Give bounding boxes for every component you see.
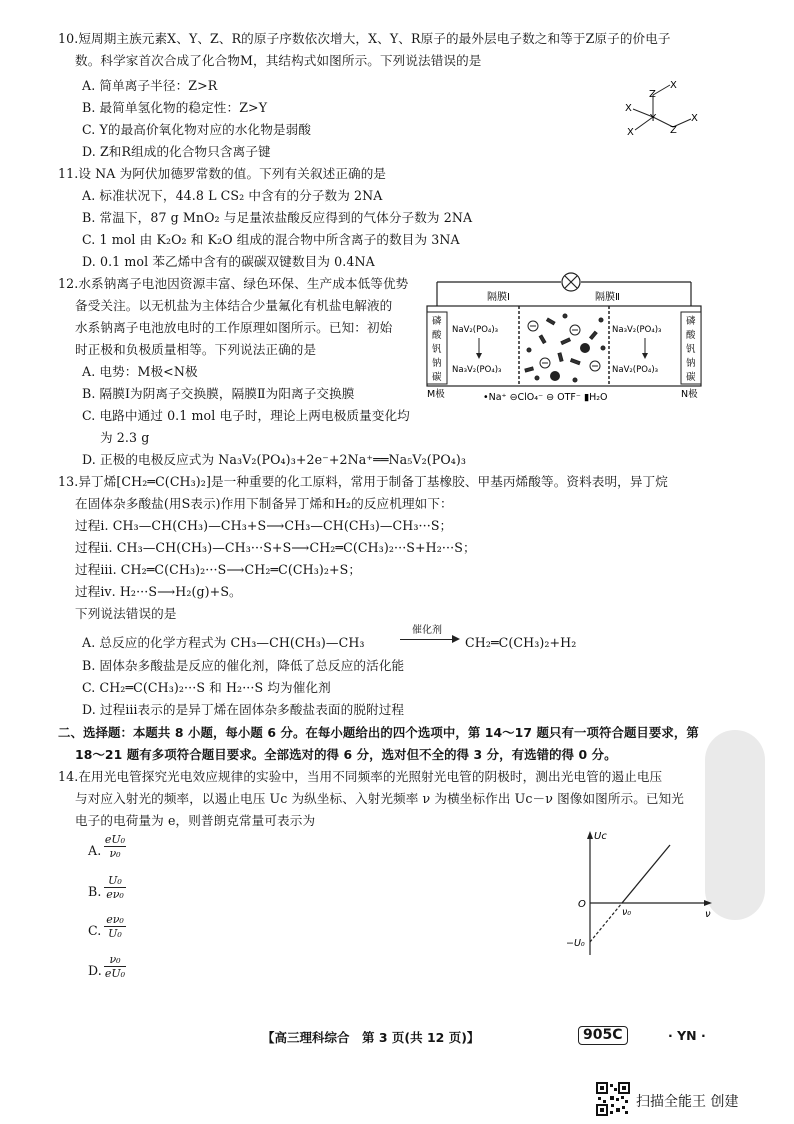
q11-option-d: D. 0.1 mol 苯乙烯中含有的碳碳双键数目为 0.4NA: [82, 254, 375, 269]
membrane-1-label: 隔膜Ⅰ: [487, 292, 510, 303]
q14-uc-nu-graph: [560, 825, 720, 965]
n-electrode-label: N极: [681, 389, 698, 400]
q13-catalyst-arrow: [400, 625, 462, 651]
q12-stem-line1: 12.水系钠离子电池因资源丰富、绿色环保、生产成本低等优势: [58, 276, 409, 291]
struct-z2: Z: [670, 125, 677, 136]
q14-option-a-label: A.: [88, 843, 102, 858]
left-electrode-char-1: 磷: [432, 316, 442, 327]
right-electrode-char-2: 酸: [686, 330, 696, 341]
right-bottom-formula: NaV₂(PO₄)₃: [612, 365, 659, 375]
q14-option-c-denominator: U₀: [108, 927, 122, 940]
q14-option-d-denominator: eU₀: [104, 967, 126, 980]
q10-option-d: D. Z和R组成的化合物只含离子键: [82, 144, 271, 159]
q13-process-1: 过程ⅰ. CH₃—CH(CH₃)—CH₃+S⟶CH₃—CH(CH₃)—CH₃···S；: [75, 518, 453, 533]
q14-option-d-numerator: ν₀: [104, 953, 126, 967]
battery-diagram: [425, 268, 703, 408]
q12-option-d: D. 正极的电极反应式为 Na₃V₂(PO₄)₃+2e⁻+2Na⁺══Na₅V₂(PO₄)₃: [82, 452, 467, 467]
q10-stem-line2: 数。科学家首次合成了化合物M，其结构式如图所示。下列说法错误的是: [75, 53, 482, 68]
scanner-watermark: 扫描全能王 创建: [636, 1094, 739, 1110]
q14-option-d-label: D.: [88, 963, 102, 978]
q14-stem-line2: 与对应入射光的频率，以遏止电压 Uc 为纵坐标、入射光频率 ν 为横坐标作出 Uc－ν 图像如图所示。已知光: [75, 791, 685, 806]
left-electrode-char-4: 钠: [432, 358, 442, 369]
q10-option-a: A. 简单离子半径：Z>R: [82, 78, 218, 93]
uc-line-solid: [622, 845, 670, 903]
right-electrode-char-1: 磷: [686, 316, 696, 327]
q12-option-c-line1: C. 电路中通过 0.1 mol 电子时，理论上两电极质量变化均: [82, 408, 410, 423]
page-footer-subject: 【高三理科综合 第 3 页(共 12 页)】: [262, 1030, 480, 1045]
membrane-2-label: 隔膜Ⅱ: [595, 292, 620, 303]
struct-x3: X: [627, 127, 634, 138]
right-electrode-char-4: 钠: [686, 358, 696, 369]
struct-z1: Z: [649, 89, 656, 100]
q13-option-a-product: CH₂═C(CH₃)₂+H₂: [465, 635, 577, 650]
q12-option-a: A. 电势：M极<N极: [82, 364, 198, 379]
q14-stem-line3: 电子的电荷量为 e，则普朗克常量可表示为: [75, 813, 316, 828]
graph-y-intercept-label: −U₀: [566, 938, 585, 949]
q13-option-d: D. 过程ⅲ表示的是异丁烯在固体杂多酸盐表面的脱附过程: [82, 702, 405, 717]
right-electrode-char-5: 碳: [686, 372, 696, 383]
q14-option-b-numerator: U₀: [104, 874, 126, 888]
q14-option-a-denominator: ν₀: [109, 847, 121, 860]
q11-option-a: A. 标准状况下，44.8 L CS₂ 中含有的分子数为 2NA: [82, 188, 383, 203]
q14-option-a-numerator: eU₀: [104, 833, 126, 846]
q14-option-c-fraction: [104, 913, 126, 940]
left-top-formula: NaV₂(PO₄)₃: [452, 325, 499, 335]
q13-process-4: 过程ⅳ. H₂···S⟶H₂(g)+S。: [75, 584, 242, 599]
q13-option-a: A. 总反应的化学方程式为 CH₃—CH(CH₃)—CH₃: [82, 635, 365, 650]
diagram-legend: •Na⁺ ⊖ClO₄⁻ ⊖ OTF⁻ ▮H₂O: [483, 392, 608, 403]
struct-x2: X: [625, 103, 632, 114]
q13-question: 下列说法错误的是: [75, 606, 177, 621]
q13-process-2: 过程ⅱ. CH₃—CH(CH₃)—CH₃···S+S⟶CH₂═C(CH₃)₂···S+H₂···S；: [75, 540, 476, 555]
q14-option-d-fraction: [104, 953, 126, 980]
q14-option-b-denominator: eν₀: [106, 888, 124, 901]
struct-y: Y: [650, 113, 657, 124]
q13-option-c: C. CH₂═C(CH₃)₂···S 和 H₂···S 均为催化剂: [82, 680, 331, 695]
q10-stem-line1: 10.短周期主族元素X、Y、Z、R的原子序数依次增大，X、Y、R原子的最外层电子数之和等于Z原子的价电子: [58, 31, 671, 46]
m-electrode-label: M极: [427, 389, 445, 400]
q14-stem-line1: 14.在用光电管探究光电效应规律的实验中，当用不同频率的光照射光电管的阴极时，测出光电管的遏止电压: [58, 769, 663, 784]
graph-x-intercept-label: ν₀: [622, 907, 632, 918]
struct-x4: X: [691, 113, 698, 124]
q14-option-c-numerator: eν₀: [104, 913, 126, 927]
q13-option-b: B. 固体杂多酸盐是反应的催化剂，降低了总反应的活化能: [82, 658, 405, 673]
left-electrode-char-5: 碳: [432, 372, 442, 383]
q11-option-c: C. 1 mol 由 K₂O₂ 和 K₂O 组成的混合物中所含离子的数目为 3NA: [82, 232, 460, 247]
q14-option-b-fraction: [104, 874, 126, 901]
q13-process-3: 过程ⅲ. CH₂═C(CH₃)₂···S⟶CH₂═C(CH₃)₂+S；: [75, 562, 362, 577]
left-bottom-formula: Na₃V₂(PO₄)₃: [452, 365, 502, 375]
q10-option-b: B. 最简单氢化物的稳定性：Z>Y: [82, 100, 268, 115]
q12-stem-line3: 水系钠离子电池放电时的工作原理如图所示。已知：初始: [75, 320, 393, 335]
q13-stem-line2: 在固体杂多酸盐(用S表示)作用下制备异丁烯和H₂的反应机理如下：: [75, 496, 453, 511]
q12-stem-line2: 备受关注。以无机盐为主体结合少量氟化有机盐电解液的: [75, 298, 393, 313]
region-tag: · YN ·: [668, 1028, 706, 1043]
left-electrode-char-3: 钒: [432, 344, 442, 355]
q14-option-b-label: B.: [88, 884, 102, 899]
graph-y-label: Uc: [594, 831, 607, 842]
q12-stem-line4: 时正极和负极质量相等。下列说法正确的是: [75, 342, 317, 357]
section2-heading-line1: 二、选择题：本题共 8 小题，每小题 6 分。在每小题给出的四个选项中，第 14～17 题只有一项符合题目要求，第: [58, 725, 699, 740]
q10-structure-diagram: [615, 75, 710, 145]
paper-code-badge: 905C: [578, 1026, 628, 1045]
q14-option-a-fraction: [104, 833, 126, 860]
q13-stem-line1: 13.异丁烯[CH₂═C(CH₃)₂]是一种重要的化工原料，常用于制备丁基橡胶、甲基丙烯酸等。资料表明，异丁烷: [58, 474, 668, 489]
q12-option-c-line2: 为 2.3 g: [100, 430, 150, 445]
q11-option-b: B. 常温下，87 g MnO₂ 与足量浓盐酸反应得到的气体分子数为 2NA: [82, 210, 473, 225]
right-top-formula: Na₃V₂(PO₄)₃: [612, 325, 662, 335]
q14-option-c-label: C.: [88, 923, 102, 938]
section2-heading-line2: 18～21 题有多项符合题目要求。全部选对的得 6 分，选对但不全的得 3 分，有选错的得 0 分。: [75, 747, 617, 762]
q12-option-b: B. 隔膜Ⅰ为阴离子交换膜，隔膜Ⅱ为阳离子交换膜: [82, 386, 355, 401]
graph-origin-label: O: [578, 899, 586, 910]
q10-option-c: C. Y的最高价氧化物对应的水化物是弱酸: [82, 122, 312, 137]
graph-x-label: ν: [705, 909, 711, 920]
qr-code-icon: [596, 1082, 630, 1116]
left-electrode-char-2: 酸: [432, 330, 442, 341]
right-electrode-char-3: 钒: [686, 344, 696, 355]
uc-line-dashed: [590, 903, 622, 942]
struct-x1: X: [670, 80, 677, 91]
catalyst-label: 催化剂: [412, 625, 442, 636]
q11-stem: 11.设 NA 为阿伏加德罗常数的值。下列有关叙述正确的是: [58, 166, 387, 181]
